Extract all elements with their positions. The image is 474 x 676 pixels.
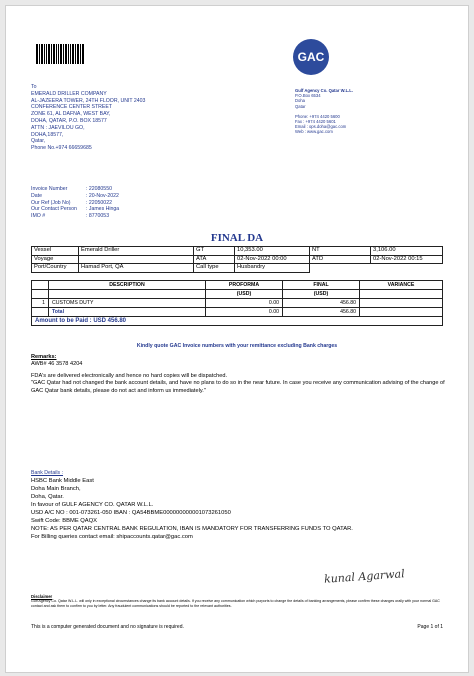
invoice-number-label: Invoice Number [31, 186, 68, 192]
footer [31, 624, 443, 630]
final-unit: (USD) [283, 290, 360, 299]
row-proforma: 0.00 [206, 299, 283, 308]
address-line: AL-JAZEERA TOWER, 24TH FLOOR, UNIT 2403 [31, 97, 146, 104]
ref-value: : 22050022 [86, 199, 112, 206]
vessel-table [31, 246, 443, 273]
signature: kunal Agarwal [323, 567, 406, 586]
amount-due: Amount to be Paid : USD 456.80 [32, 317, 443, 326]
address-line: CONFERENCE CENTER STREET [31, 104, 112, 111]
nt-value: 3,106.00 [371, 247, 443, 256]
total-variance [360, 308, 443, 317]
atd-label: ATD [310, 255, 371, 264]
description-subheader [49, 290, 206, 299]
date-value: : 20-Nov-2022 [86, 192, 119, 199]
awb-number: AWB# 46 3578 4204 [31, 361, 83, 368]
row-final: 456.80 [283, 299, 360, 308]
address-line: Phone No.+974 66659685 [31, 145, 92, 152]
address-line: DOHA,18577, [31, 131, 64, 138]
bank-line: Doha Main Branch, [31, 486, 81, 492]
date-label: Date [31, 192, 42, 199]
voyage-value [79, 255, 194, 264]
total-empty [32, 308, 49, 317]
port-label: Port/Country [32, 264, 79, 273]
bank-line: Doha, Qatar. [31, 494, 64, 500]
company-line: Qatar [295, 103, 306, 109]
disclaimer [31, 594, 443, 608]
empty-cell [310, 264, 371, 273]
empty-cell [371, 264, 443, 273]
ref-label: Our Ref (Job No) [31, 199, 71, 206]
bank-line[interactable]: For Billing queries contact email: shipaccounts.qatar@gac.com [31, 534, 193, 540]
bank-line: In favour of GULF AGENCY CO. QATAR W.L.L. [31, 502, 154, 508]
company-address [295, 88, 445, 135]
remarks-label: Remarks: [31, 354, 57, 360]
nt-label: NT [310, 247, 371, 256]
quote-note: Kindly quote GAC Invoice numbers with your remittance excluding Bank charges [136, 343, 338, 349]
total-label: Total [49, 308, 206, 317]
barcode [36, 44, 92, 64]
atd-value: 02-Nov-2022 00:15 [371, 255, 443, 264]
invoice-number-value: : 22080550 [86, 186, 112, 192]
contact-label: Our Contact Person [31, 206, 77, 213]
company-line: Doha [295, 98, 306, 104]
calltype-value: Husbandry [235, 264, 310, 273]
proforma-header: PROFORMA [206, 281, 283, 290]
document-page [5, 5, 469, 673]
vessel-value: Emerald Driller [79, 247, 194, 256]
address-line: ZONE 61, AL DAFNA, WEST BAY, [31, 111, 111, 118]
total-final: 456.80 [283, 308, 360, 317]
voyage-label: Voyage [32, 255, 79, 264]
recipient-address [31, 84, 241, 152]
no-header [32, 281, 49, 290]
imo-label: IMO # [31, 213, 46, 220]
to-label: To [31, 84, 37, 90]
gt-value: 10,353.00 [235, 247, 310, 256]
bank-line: HSBC Bank Middle East [31, 478, 94, 484]
address-line: ATTN : JAEVILOU GO, [31, 124, 85, 131]
document-title: FINAL DA [210, 232, 264, 244]
bank-label: Bank Details : [31, 470, 64, 476]
proforma-unit: (USD) [206, 290, 283, 299]
no-subheader [32, 290, 49, 299]
remarks-line: FDA's are delivered electronically and hence no hard copies will be dispatched. [31, 372, 228, 379]
final-header: FINAL [283, 281, 360, 290]
total-proforma: 0.00 [206, 308, 283, 317]
bank-line: Swift Code: BBME QAQX [31, 518, 98, 524]
variance-header: VARIANCE [360, 281, 443, 290]
calltype-label: Call type [194, 264, 235, 273]
ata-label: ATA [194, 255, 235, 264]
gt-label: GT [194, 247, 235, 256]
company-fax: Fax : +974 4420 5601 [295, 119, 336, 125]
address-line: DOHA, QATAR, P.O. BOX 18577 [31, 117, 107, 124]
amount-due-row [32, 317, 443, 326]
company-web[interactable]: Web : www.gac.com [295, 129, 333, 135]
gac-logo: GAC [293, 39, 329, 75]
company-email[interactable]: Email : ops.doha@gac.com [295, 124, 347, 130]
row-number: 1 [32, 299, 49, 308]
remarks-line: "GAC Qatar had not changed the bank account details, and have no plans to do so in the near future. In case you receive any communication advising of the change of GAC Qatar bank details, please do not act and inform us immediately." [31, 380, 445, 394]
address-line: EMERALD DRILLER COMPANY [31, 90, 107, 97]
vessel-label: Vessel [32, 247, 79, 256]
page-number: Page 1 of 1 [417, 624, 443, 630]
charges-table [31, 280, 443, 326]
invoice-info [31, 186, 211, 220]
address-line: Qatar, [31, 138, 46, 145]
bank-line: USD A/C NO : 001-073261-050 IBAN : QA54BBME000000000001073261050 [31, 510, 231, 516]
table-row [32, 299, 443, 308]
port-value: Hamad Port, QA [79, 264, 194, 273]
footer-note: This is a computer generated document and no signature is required. [31, 624, 184, 630]
total-row [32, 308, 443, 317]
contact-value: : James Hinga [86, 206, 120, 213]
company-phone: Phone: +974 4420 5600 [295, 113, 340, 119]
row-variance [360, 299, 443, 308]
company-line: P.O.Box 6534 [295, 93, 321, 99]
bank-line: NOTE: AS PER QATAR CENTRAL BANK REGULATION, IBAN IS MANDATORY FOR TRANSFERRING FUNDS TO QATAR. [31, 526, 353, 532]
row-description: CUSTOMS DUTY [49, 299, 206, 308]
imo-value: : 8770053 [86, 213, 110, 220]
remarks-section [31, 354, 451, 395]
variance-subheader [360, 290, 443, 299]
ata-value: 02-Nov-2022 00:00 [235, 255, 310, 264]
company-name: Gulf Agency Co. Qatar W.L.L. [295, 88, 354, 93]
description-header: DESCRIPTION [49, 281, 206, 290]
disclaimer-text: Gulf Agency Co. Qatar W.L.L. will only in exceptional circumstances change its bank account details. If you receive any communication which purports to change the details of banking arrangements, please confirm these changes orally with your normal GAC contact and ask them to confirm to you by letter. Any fraudulent communications should be reported to the relevant authorities. [31, 599, 440, 608]
disclaimer-label: Disclaimer [31, 594, 53, 599]
bank-details [31, 469, 451, 541]
